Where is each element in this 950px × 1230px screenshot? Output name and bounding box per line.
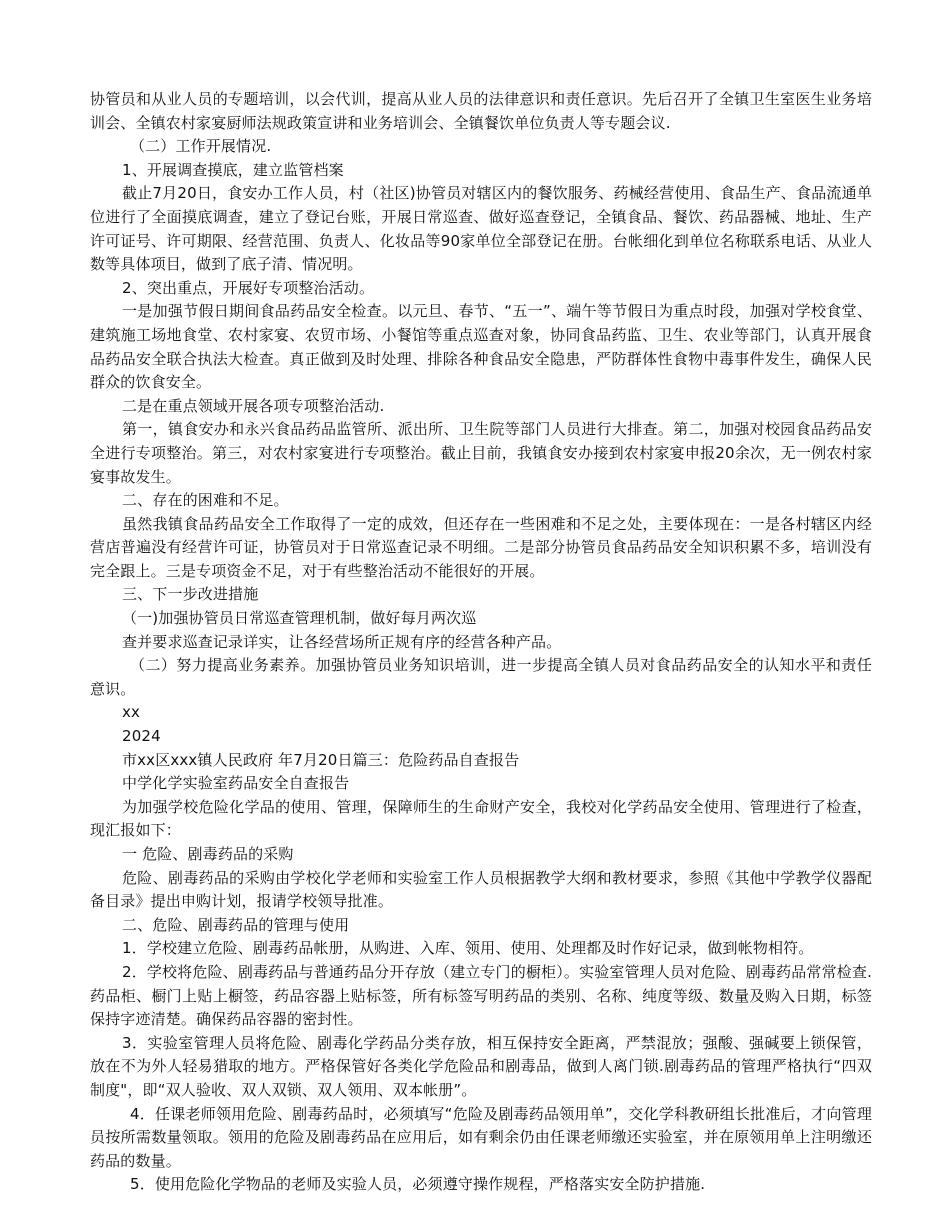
paragraph: 第一，镇食安办和永兴食品药品监管所、派出所、卫生院等部门人员进行大排查。第二，加强对校园食品药品安全进行专项整治。第三，对农村家宴进行专项整治。截止目前，我镇食安办接到农村家宴申报20余次，无一例农村家宴事故发生。 xyxy=(90,420,872,486)
paragraph: 二是在重点领域开展各项专项整治活动. xyxy=(122,396,385,415)
subsection-heading: 2、突出重点，开展好专项整治活动。 xyxy=(122,278,375,297)
list-item: 2．学校将危险、剧毒药品与普通药品分开存放（建立专门的橱柜）。实验室管理人员对危险、剧毒药品常常检查.药品柜、橱门上贴上橱签，药品容器上贴标签，所有标签写明药品的类别、名称、纯度等级、数量及购入日期，标签保持字迹清楚。确保药品容器的密封性。 xyxy=(90,962,872,1029)
list-item: 3．实验室管理人员将危险、剧毒化学药品分类存放，相互保持安全距离，严禁混放；强酸、强碱要上锁保管，放在不为外人轻易猎取的地方。严格保管好各类化学危险品和剧毒品，做到人离门锁.剧毒药品的管理严格执行“四双制度"，即“双人验收、双人双锁、双人领用、双本帐册”。 xyxy=(90,1033,872,1099)
section-heading: （二）工作开展情况. xyxy=(130,137,272,156)
list-item: 5．使用危险化学物品的老师及实验人员，必须遵守操作规程，严格落实安全防护措施. xyxy=(130,1175,706,1194)
list-item: 1．学校建立危险、剧毒药品帐册，从购进、入库、领用、使用、处理都及时作好记录，做到帐物相符。 xyxy=(122,939,814,958)
paragraph: （一)加强协管员日常巡查管理机制，做好每月两次巡 xyxy=(122,609,477,628)
paragraph: 为加强学校危险化学品的使用、管理，保障师生的生命财产安全，我校对化学药品安全使用、管理进行了检查，现汇报如下： xyxy=(90,797,872,840)
paragraph: 协管员和从业人员的专题培训，以会代训，提高从业人员的法律意识和责任意识。先后召开了全镇卫生室医生业务培训会、全镇农村家宴厨师法规政策宣讲和业务培训会、全镇餐饮单位负责人等专题会议. xyxy=(90,90,872,132)
signature-line: xx xyxy=(122,703,141,722)
section-heading: 二、存在的困难和不足。 xyxy=(122,491,289,510)
paragraph: 虽然我镇食品药品安全工作取得了一定的成效，但还存在一些困难和不足之处，主要体现在：一是各村辖区内经营店普遍没有经营许可证，协管员对于日常巡查记录不明细。二是部分协管员食品药品安全知识积累不多，培训没有完全跟上。三是专项资金不足，对于有些整治活动不能很好的开展。 xyxy=(90,514,872,580)
subsection-heading: 1、开展调查摸底，建立监管档案 xyxy=(122,160,344,179)
section-heading: 二、危险、剧毒药品的管理与使用 xyxy=(122,915,350,934)
date-year: 2024 xyxy=(122,727,161,746)
paragraph: 查并要求巡查记录详实，让各经营场所正规有序的经营各种产品。 xyxy=(122,632,562,651)
document-page xyxy=(90,88,872,1197)
signature-line: 市xx区xxx镇人民政府 年7月20日篇三：危险药品自查报告 xyxy=(122,750,520,769)
paragraph: 危险、剧毒药品的采购由学校化学老师和实验室工作人员根据教学大纲和教材要求，参照《其他中学教学仪器配备目录》提出申购计划，报请学校领导批准。 xyxy=(90,868,872,911)
report-title: 中学化学实验室药品安全自查报告 xyxy=(122,774,350,793)
section-heading: 三、下一步改进措施 xyxy=(122,585,259,604)
list-item: 4．任课老师领用危险、剧毒药品时，必须填写“危险及剧毒药品领用单”，交化学科教研组长批准后，才向管理员按所需数量领取。领用的危险及剧毒药品在应用后，如有剩余仍由任课老师缴还实验室，并在原领用单上注明缴还药品的数量。 xyxy=(90,1104,872,1170)
paragraph: 截止7月20日，食安办工作人员，村（社区)协管员对辖区内的餐饮服务、药械经营使用、食品生产、食品流通单位进行了全面摸底调查，建立了登记台账，开展日常巡查、做好巡查登记，全镇食品、餐饮、药品器械、地址、生产许可证号、许可期限、经营范围、负责人、化妆品等90家单位全部登记在册。台帐细化到单位名称联系电话、从业人数等具体项目，做到了底子清、情况明。 xyxy=(90,184,872,274)
section-heading: 一 危险、剧毒药品的采购 xyxy=(122,845,294,863)
paragraph: 一是加强节假日期间食品药品安全检查。以元旦、春节、“五一”、端午等节假日为重点时段，加强对学校食堂、建筑施工场地食堂、农村家宴、农贸市场、小餐馆等重点巡查对象，协同食品药监、卫生、农业等部门，认真开展食品药品安全联合执法大检查。真正做到及时处理、排除各种食品安全隐患，严防群体性食物中毒事件发生，确保人民群众的饮食安全。 xyxy=(90,302,872,392)
paragraph: （二）努力提高业务素养。加强协管员业务知识培训，进一步提高全镇人员对食品药品安全的认知水平和责任意识。 xyxy=(90,656,872,698)
